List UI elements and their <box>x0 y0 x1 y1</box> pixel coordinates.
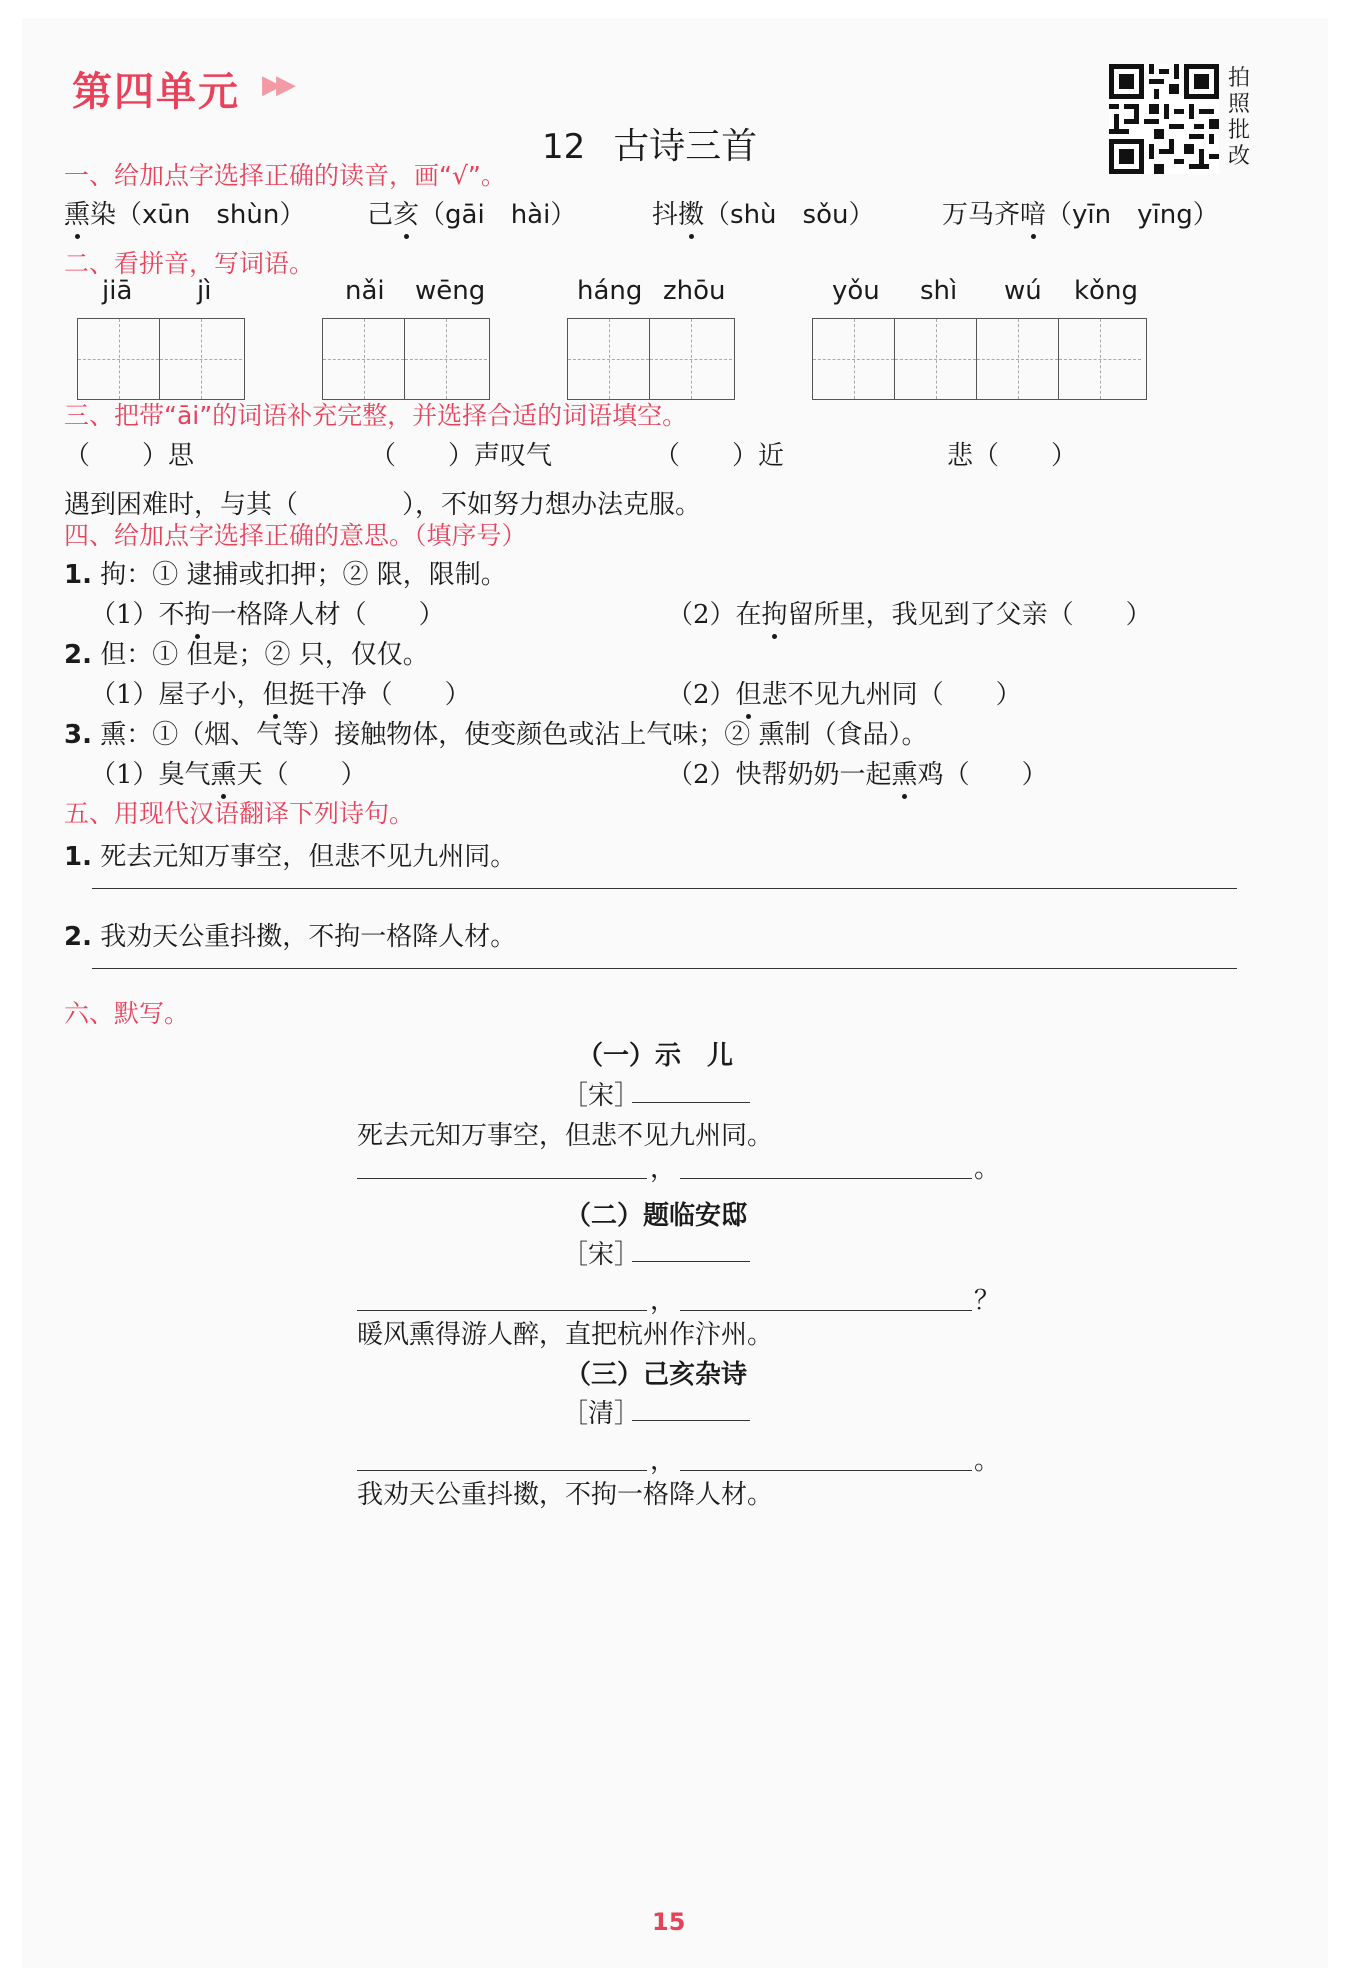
s5-q1: 1. 死去元知万事空，但悲不见九州同。 <box>64 842 517 872</box>
answer-line-1[interactable] <box>92 888 1237 889</box>
unit-title: 第四单元 <box>72 69 240 115</box>
s4-q3-a: （1）臭气熏天（ ） <box>90 754 367 791</box>
s4-q1-definition: 1. 拘：① 逮捕或扣押；② 限，限制。 <box>64 560 507 590</box>
writing-grid-3[interactable] <box>567 318 735 400</box>
poem-3-author-line[interactable] <box>632 1420 750 1421</box>
s3-word-2: （ ）声叹气 <box>370 441 553 471</box>
s3-word-1: （ ）思 <box>64 441 195 471</box>
dotted-char: 熏 <box>64 194 90 231</box>
poem-1-author-line[interactable] <box>632 1102 750 1103</box>
lesson-name: 古诗三首 <box>613 126 758 167</box>
poem-2-blank-a[interactable] <box>357 1310 647 1311</box>
qr-caption: 拍照批改 <box>1228 66 1251 169</box>
poem-1-title: （一）示 儿 <box>577 1041 734 1071</box>
double-arrow-icon: ▶▶ <box>262 70 290 100</box>
poem-3-end: 。 <box>974 1446 1001 1476</box>
poem-3-comma: ， <box>650 1446 677 1476</box>
s3-word-3: （ ）近 <box>654 441 785 471</box>
poem-1-given-line: 死去元知万事空，但悲不见九州同。 <box>357 1121 774 1151</box>
writing-grid-1[interactable] <box>77 318 245 400</box>
dotted-char: 擞 <box>678 194 704 231</box>
pinyin-3a: háng <box>577 276 643 306</box>
s1-item-2: 己亥（gāi hài） <box>367 194 576 231</box>
pinyin-4d: kǒng <box>1074 276 1138 306</box>
pinyin-4b: shì <box>920 276 958 306</box>
section-5-heading: 五、用现代汉语翻译下列诗句。 <box>64 799 415 828</box>
poem-2-given-line: 暖风熏得游人醉，直把杭州作汴州。 <box>357 1320 774 1350</box>
poem-2-dynasty: ［宋］ <box>562 1240 641 1270</box>
poem-2-end: ？ <box>974 1286 1001 1316</box>
dotted-char: 喑 <box>1020 194 1046 231</box>
pinyin-4c: wú <box>1004 276 1042 306</box>
section-3-heading: 三、把带“āi”的词语补充完整，并选择合适的词语填空。 <box>64 401 688 430</box>
s3-sentence: 遇到困难时，与其（ ），不如努力想办法克服。 <box>64 490 702 520</box>
writing-grid-4[interactable] <box>812 318 1147 400</box>
dotted-char: 亥 <box>393 194 419 231</box>
lesson-title <box>542 118 757 169</box>
pinyin-1a: jiā <box>102 276 133 306</box>
pinyin-2a: nǎi <box>345 276 385 306</box>
s4-q1-b: （2）在拘留所里，我见到了父亲（ ） <box>667 594 1152 631</box>
pinyin-1b: jì <box>197 276 212 306</box>
s1-item-3: 抖擞（shù sǒu） <box>652 194 874 231</box>
writing-grid-2[interactable] <box>322 318 490 400</box>
s1-item-4: 万马齐喑（yīn yīng） <box>942 194 1219 231</box>
s4-q2-definition: 2. 但：① 但是；② 只，仅仅。 <box>64 640 429 670</box>
poem-3-blank-b[interactable] <box>680 1470 972 1471</box>
poem-3-title: （三）己亥杂诗 <box>565 1360 748 1390</box>
poem-1-end: 。 <box>974 1154 1001 1184</box>
answer-line-2[interactable] <box>92 968 1237 969</box>
s4-q2-a: （1）屋子小，但挺干净（ ） <box>90 674 471 711</box>
poem-3-given-line: 我劝天公重抖擞，不拘一格降人材。 <box>357 1480 774 1510</box>
section-2-heading: 二、看拼音，写词语。 <box>64 249 315 278</box>
s1-item-1: 熏染（xūn shùn） <box>64 194 305 231</box>
poem-1-blank-a[interactable] <box>357 1178 647 1179</box>
page-number: 15 <box>652 1908 686 1936</box>
poem-2-title: （二）题临安邸 <box>565 1201 748 1231</box>
pinyin-2b: wēng <box>415 276 486 306</box>
poem-3-blank-a[interactable] <box>357 1470 647 1471</box>
pinyin-3b: zhōu <box>663 276 726 306</box>
s4-q3-definition: 3. 熏：①（烟、气等）接触物体，使变颜色或沾上气味；② 熏制（食品）。 <box>64 720 928 750</box>
s3-word-4: 悲（ ） <box>947 441 1078 471</box>
s4-q2-b: （2）但悲不见九州同（ ） <box>667 674 1022 711</box>
s4-q3-b: （2）快帮奶奶一起熏鸡（ ） <box>667 754 1048 791</box>
poem-2-blank-b[interactable] <box>680 1310 972 1311</box>
poem-1-dynasty: ［宋］ <box>562 1081 641 1111</box>
section-1-heading: 一、给加点字选择正确的读音，画“√”。 <box>64 161 506 190</box>
section-4-heading: 四、给加点字选择正确的意思。（填序号） <box>64 521 527 550</box>
lesson-number: 12 <box>542 127 586 167</box>
poem-1-comma: ， <box>650 1154 677 1184</box>
worksheet-page <box>22 18 1328 1968</box>
poem-1-blank-b[interactable] <box>680 1178 972 1179</box>
s5-q2: 2. 我劝天公重抖擞，不拘一格降人材。 <box>64 922 517 952</box>
poem-2-comma: ， <box>650 1286 677 1316</box>
poem-2-author-line[interactable] <box>632 1261 750 1262</box>
pinyin-4a: yǒu <box>832 276 880 306</box>
section-6-heading: 六、默写。 <box>64 999 190 1028</box>
s4-q1-a: （1）不拘一格降人材（ ） <box>90 594 445 631</box>
qr-code-icon[interactable] <box>1109 64 1219 174</box>
poem-3-dynasty: ［清］ <box>562 1399 641 1429</box>
